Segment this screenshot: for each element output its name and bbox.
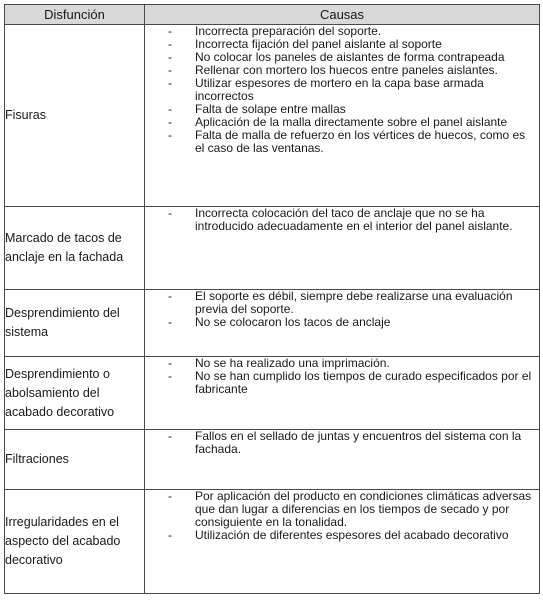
causa-item: - No se colocaron los tacos de anclaje	[195, 316, 535, 329]
causa-item: - No se ha realizado una imprimación.	[195, 357, 535, 370]
table-row	[5, 430, 540, 490]
causas-cell	[145, 357, 540, 430]
causa-item: - Aplicación de la malla directamente sobre el panel aislante	[195, 116, 535, 129]
causas-list	[145, 430, 539, 456]
disfuncion-cell: Irregularidades en el aspecto del acabado decorativo	[5, 490, 145, 594]
causas-list	[145, 207, 539, 233]
disfuncion-cell: Filtraciones	[5, 430, 145, 490]
causas-list	[145, 25, 539, 155]
causa-item: - Falta de solape entre mallas	[195, 103, 535, 116]
table-row	[5, 290, 540, 357]
table-row	[5, 207, 540, 290]
causa-item: - Utilización de diferentes espesores del acabado decorativo	[195, 529, 535, 542]
causas-cell	[145, 290, 540, 357]
header-causas: Causas	[145, 5, 540, 25]
causas-list	[145, 357, 539, 396]
causa-item: - Falta de malla de refuerzo en los vértices de huecos, como es el caso de las ventanas.	[195, 129, 535, 155]
causa-item: - El soporte es débil, siempre debe realizarse una evaluación previa del soporte.	[195, 290, 535, 316]
disfuncion-cell: Desprendimiento del sistema	[5, 290, 145, 357]
disfunciones-table	[4, 4, 540, 594]
causas-cell	[145, 207, 540, 290]
header-row	[5, 5, 540, 25]
disfuncion-cell: Fisuras	[5, 25, 145, 207]
table-row	[5, 25, 540, 207]
causa-item: - Incorrecta preparación del soporte.	[195, 25, 535, 38]
disfuncion-cell: Desprendimiento o abolsamiento del acabado decorativo	[5, 357, 145, 430]
causas-cell	[145, 430, 540, 490]
causas-list	[145, 290, 539, 329]
causa-item: - Incorrecta fijación del panel aislante al soporte	[195, 38, 535, 51]
causa-item: - No se han cumplido los tiempos de curado especificados por el fabricante	[195, 370, 535, 396]
header-disfuncion: Disfunción	[5, 5, 145, 25]
causa-item: - No colocar los paneles de aislantes de forma contrapeada	[195, 51, 535, 64]
causas-cell	[145, 25, 540, 207]
table-row	[5, 357, 540, 430]
causas-cell	[145, 490, 540, 594]
causa-item: - Utilizar espesores de mortero en la capa base armada incorrectos	[195, 77, 535, 103]
causa-item: - Por aplicación del producto en condiciones climáticas adversas que dan lugar a diferencias en los tiempos de secado y por consiguiente en la tonalidad.	[195, 490, 535, 529]
causas-list	[145, 490, 539, 542]
causa-item: - Fallos en el sellado de juntas y encuentros del sistema con la fachada.	[195, 430, 535, 456]
disfuncion-cell: Marcado de tacos de anclaje en la fachada	[5, 207, 145, 290]
causa-item: - Rellenar con mortero los huecos entre paneles aislantes.	[195, 64, 535, 77]
table-row	[5, 490, 540, 594]
causa-item: - Incorrecta colocación del taco de anclaje que no se ha introducido adecuadamente en el interior del panel aislante.	[195, 207, 535, 233]
